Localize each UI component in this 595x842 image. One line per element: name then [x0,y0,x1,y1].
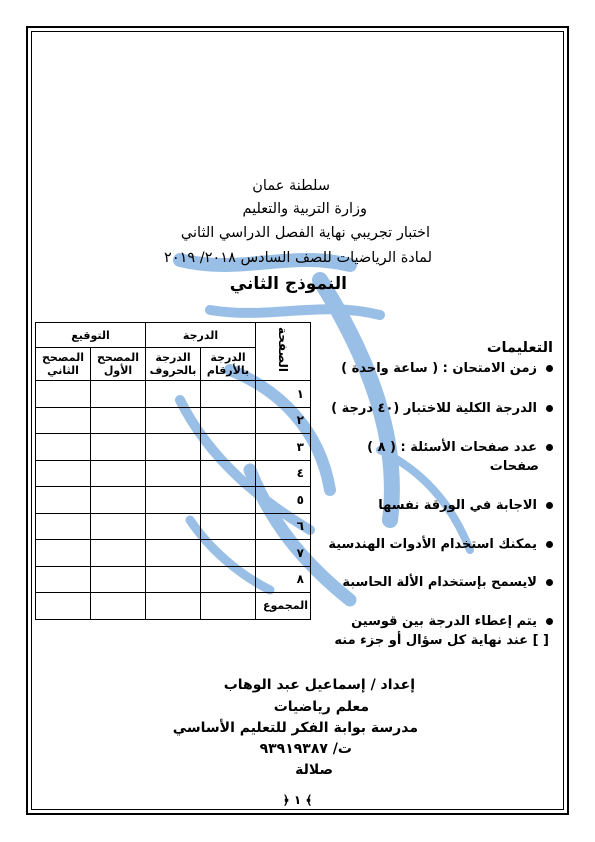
row-label: ٣ [256,434,311,461]
grade-letters-cell[interactable] [146,407,201,434]
row-label: ٨ [256,566,311,593]
grades-table [35,322,311,620]
bullet-icon [546,405,553,412]
instruction-item: عدد صفحات الأسئلة : ( ٨ ) [367,440,553,455]
corrector-second-cell[interactable] [36,434,91,461]
table-row [36,460,311,487]
row-label: ٤ [256,460,311,487]
grade-numbers-cell[interactable] [201,381,256,408]
grade-numbers-cell[interactable] [201,460,256,487]
school-name: مدرسة بوابة الفكر للتعليم الأساسي [172,720,418,736]
prepared-by: إعداد / إسماعيل عبد الوهاب [223,677,415,693]
table-row [36,566,311,593]
corrector-first-cell[interactable] [91,460,146,487]
grade-numbers-cell[interactable] [201,487,256,514]
grade-numbers-cell[interactable] [201,513,256,540]
header-subject: لمادة الرياضيات للصف السادس ٢٠١٨/ ٢٠١٩ [164,250,432,266]
instruction-item: الدرجة الكلية للاختبار (٤٠ درجة ) [331,401,553,416]
grade-numbers-cell[interactable] [201,540,256,567]
grade-letters-cell[interactable] [146,513,201,540]
table-row [36,513,311,540]
signature-group-header: التوقيع [36,323,146,348]
corrector-first-cell[interactable] [91,593,146,620]
grade-numbers-cell[interactable] [201,593,256,620]
grade-letters-cell[interactable] [146,381,201,408]
corrector-second-cell[interactable] [36,460,91,487]
corrector-second-cell[interactable] [36,513,91,540]
table-row [36,540,311,567]
corrector-second-cell[interactable] [36,593,91,620]
total-label: المجموع [256,593,311,620]
corrector-second-cell[interactable] [36,487,91,514]
grade-letters-cell[interactable] [146,460,201,487]
table-row [36,381,311,408]
header-exam-title: اختبار تجريبي نهاية الفصل الدراسي الثاني [180,225,430,241]
bullet-icon [546,618,553,625]
row-label: ٦ [256,513,311,540]
instruction-item: زمن الامتحان : ( ساعة واحدة ) [341,361,553,376]
bullet-icon [546,541,553,548]
bullet-icon [546,502,553,509]
grade-numbers-cell[interactable] [201,566,256,593]
instruction-item: يمكنك استخدام الأدوات الهندسية [328,537,553,552]
model-title: النموذج الثاني [229,274,347,294]
table-row [36,487,311,514]
corrector-second-header: المصحح الثاني [36,348,91,381]
corrector-first-header: المصحح الأول [91,348,146,381]
instruction-item: الاجابة في الورقة نفسها [378,498,553,513]
row-label: ٥ [256,487,311,514]
table-row-total [36,593,311,620]
city-name: صلالة [295,762,333,778]
bullet-icon [546,444,553,451]
corrector-first-cell[interactable] [91,381,146,408]
grade-letters-cell[interactable] [146,540,201,567]
pages-word: صفحات [489,459,539,474]
table-row [36,407,311,434]
teacher-role: معلم رياضيات [273,699,369,715]
grade-letters-cell[interactable] [146,487,201,514]
page-number: ﴿ ١ ﴾ [282,793,313,807]
corrector-second-cell[interactable] [36,540,91,567]
bullet-icon [546,579,553,586]
grade-letters-header: الدرجة بالحروف [146,348,201,381]
grade-letters-cell[interactable] [146,434,201,461]
table-row [36,434,311,461]
row-label: ١ [256,381,311,408]
row-label: ٢ [256,407,311,434]
row-label: ٧ [256,540,311,567]
corrector-first-cell[interactable] [91,513,146,540]
corrector-first-cell[interactable] [91,540,146,567]
header-country: سلطنة عمان [252,178,330,194]
grade-letters-cell[interactable] [146,566,201,593]
grade-letters-cell[interactable] [146,593,201,620]
grade-numbers-cell[interactable] [201,407,256,434]
corrector-first-cell[interactable] [91,434,146,461]
corrector-second-cell[interactable] [36,407,91,434]
corrector-first-cell[interactable] [91,566,146,593]
grade-numbers-header: الدرجة بالأرقام [201,348,256,381]
page-column-header: الصفحة [256,323,311,381]
phone-number: ت/ ٩٣٩١٩٣٨٧ [259,741,352,757]
corrector-second-cell[interactable] [36,381,91,408]
header-ministry: وزارة التربية والتعليم [242,201,367,217]
grade-numbers-cell[interactable] [201,434,256,461]
instruction-item: يتم إعطاء الدرجة بين قوسين [351,614,553,629]
bullet-icon [546,365,553,372]
corrector-second-cell[interactable] [36,566,91,593]
corrector-first-cell[interactable] [91,407,146,434]
instructions-title: التعليمات [486,340,553,356]
corrector-first-cell[interactable] [91,487,146,514]
grade-group-header: الدرجة [146,323,256,348]
bracket-note: [ ] عند نهاية كل سؤال أو جزء منه [334,633,549,648]
instruction-item: لايسمح بإستخدام الألة الحاسبة [342,575,553,590]
